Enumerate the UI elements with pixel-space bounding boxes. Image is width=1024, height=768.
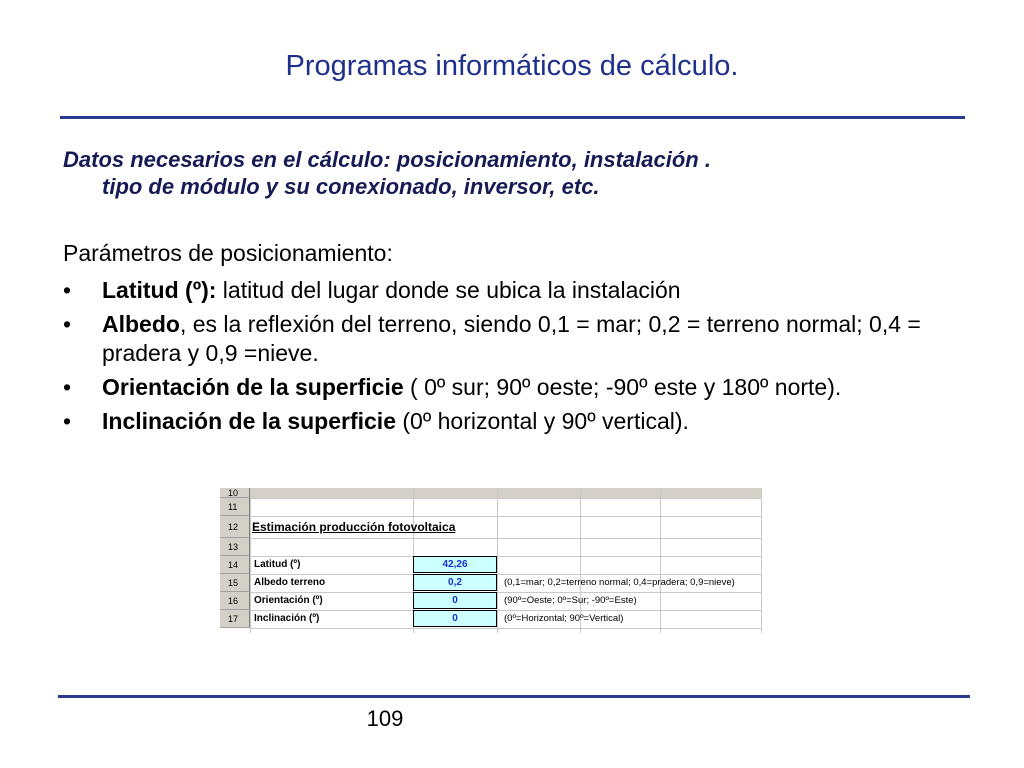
param-label: Latitud (º) xyxy=(254,559,301,570)
params-list xyxy=(63,276,953,441)
param-note: (90º=Oeste; 0º=Sur; -90º=Este) xyxy=(504,595,637,606)
bullet-term: Orientación de la superficie xyxy=(102,374,404,400)
bullet-text: (0º horizontal y 90º vertical). xyxy=(395,408,689,434)
row-header: 10 xyxy=(220,488,250,498)
bullet-text: latitud del lugar donde se ubica la instalación xyxy=(216,277,681,303)
top-divider xyxy=(60,116,965,119)
bullet-term: Albedo xyxy=(102,311,180,337)
param-label: Albedo terreno xyxy=(254,577,326,588)
grid-line xyxy=(250,628,762,629)
row-header: 11 xyxy=(220,498,250,516)
bottom-divider xyxy=(58,695,970,698)
param-label: Inclinación (º) xyxy=(254,613,320,624)
sheet-row xyxy=(220,516,762,538)
spreadsheet-screenshot xyxy=(220,488,762,633)
intro-line-1: Datos necesarios en el cálculo: posicionamiento, instalación . xyxy=(63,147,711,172)
row-header: 15 xyxy=(220,574,250,592)
row-header: 13 xyxy=(220,538,250,556)
param-note: (0º=Horizontal; 90º=Vertical) xyxy=(504,613,624,624)
slide-title: Programas informáticos de cálculo. xyxy=(285,50,739,82)
sheet-row xyxy=(220,538,762,556)
row-header: 17 xyxy=(220,610,250,628)
list-item xyxy=(63,373,953,402)
row-header: 14 xyxy=(220,556,250,574)
param-value-cell[interactable]: 0 xyxy=(413,592,497,609)
param-label: Orientación (º) xyxy=(254,595,323,606)
sheet-row xyxy=(220,556,762,574)
bullet-icon: • xyxy=(63,408,72,434)
row-header: 16 xyxy=(220,592,250,610)
sheet-row xyxy=(220,592,762,610)
bullet-term: Inclinación de la superficie xyxy=(102,408,396,434)
intro-line-2: tipo de módulo y su conexionado, inversor, etc. xyxy=(102,174,600,199)
bullet-icon: • xyxy=(63,374,72,400)
list-item xyxy=(63,310,953,368)
bullet-icon: • xyxy=(63,277,72,303)
param-value-cell[interactable]: 0,2 xyxy=(413,574,497,591)
page-number: 109 xyxy=(366,706,404,731)
list-item xyxy=(63,407,953,436)
params-heading: Parámetros de posicionamiento: xyxy=(63,240,393,266)
sheet-heading: Estimación producción fotovoltaica xyxy=(252,520,456,534)
sheet-row xyxy=(220,574,762,592)
bullet-text: ( 0º sur; 90º oeste; -90º este y 180º norte). xyxy=(403,374,842,400)
param-value-cell[interactable]: 0 xyxy=(413,610,497,627)
sheet-row xyxy=(220,610,762,628)
bullet-text: , es la reflexión del terreno, siendo 0,1 = mar; 0,2 = terreno normal; 0,4 = pradera y 0,9 =nieve. xyxy=(102,311,921,366)
sheet-row xyxy=(220,498,762,516)
param-value-cell[interactable]: 42,26 xyxy=(413,556,497,573)
param-note: (0,1=mar; 0,2=terreno normal; 0,4=pradera; 0,9=nieve) xyxy=(504,577,735,588)
bullet-term: Latitud (º): xyxy=(102,277,217,303)
bullet-icon: • xyxy=(63,311,72,337)
row-header: 12 xyxy=(220,516,250,538)
list-item xyxy=(63,276,953,305)
intro-text xyxy=(63,146,963,200)
